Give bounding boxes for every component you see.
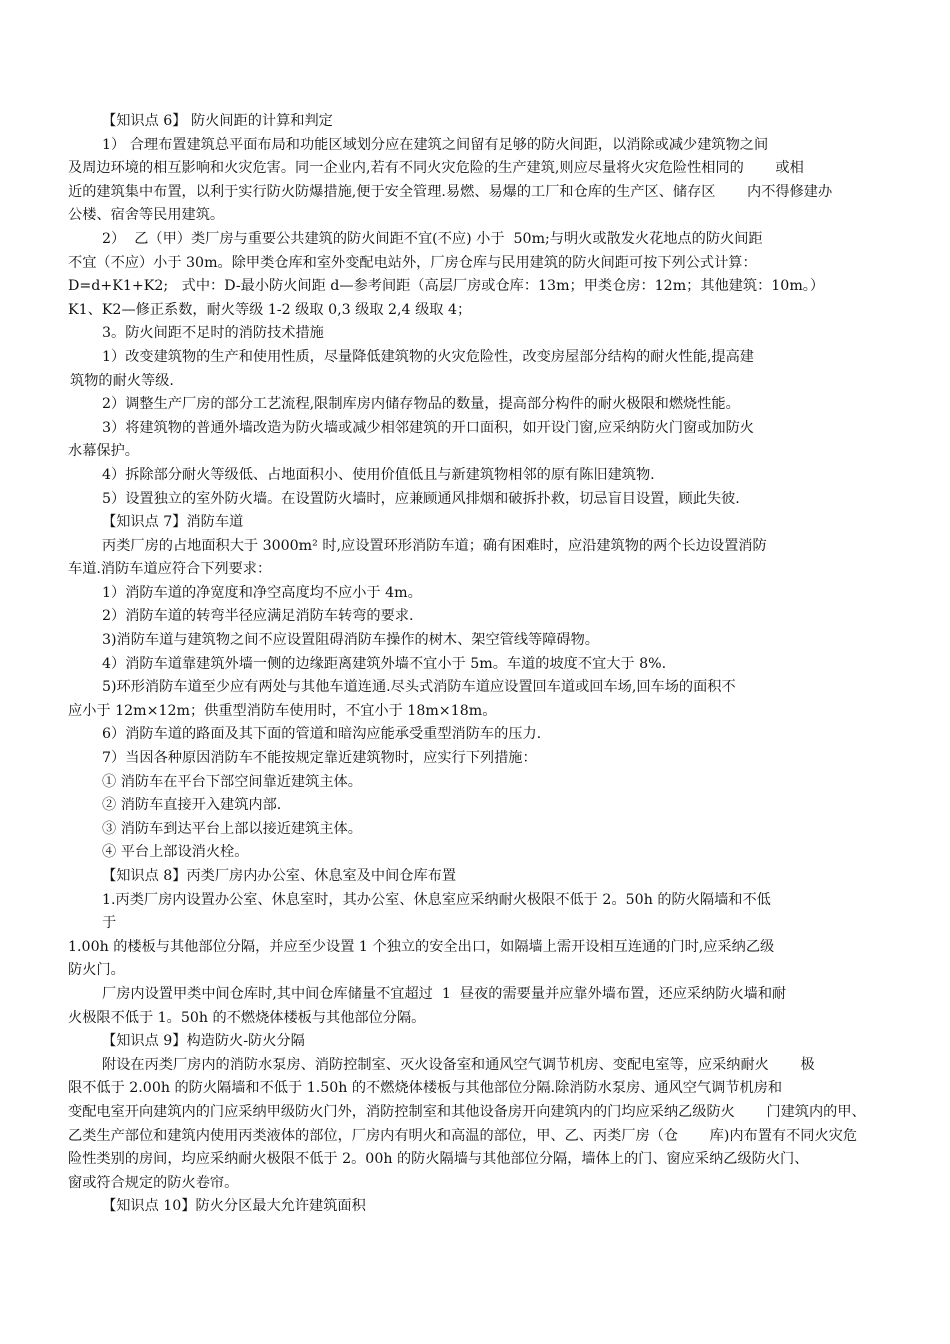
text-line: 2） 乙（甲）类厂房与重要公共建筑的防火间距不宜(不应) 小于 50m;与明火或散发火花地点的防火间距 xyxy=(102,230,763,247)
text-line: 2）调整生产厂房的部分工艺流程,限制库房内储存物品的数量，提高部分构件的耐火极限和燃烧性能。 xyxy=(102,396,740,413)
text-line: 4）拆除部分耐火等级低、占地面积小、使用价值低且与新建筑物相邻的原有陈旧建筑物. xyxy=(102,466,655,483)
text-line: 于 xyxy=(102,915,117,932)
text-line: 【知识点 8】丙类厂房内办公室、休息室及中间仓库布置 xyxy=(102,868,457,884)
text-line: 【知识点 6】 防火间距的计算和判定 xyxy=(102,113,333,129)
text-line: 车道.消防车道应符合下列要求： xyxy=(68,561,272,578)
text-line: 险性类别的房间，均应采纳耐火极限不低于 2。00h 的防火隔墙与其他部位分隔，墙体上的门、窗应采纳乙级防火门、 xyxy=(68,1151,809,1168)
text-line: D=d+K1+K2; 式中：D-最小防火间距 d—参考间距（高层厂房或仓库：13m；甲类仓房：12m；其他建筑：10m。） xyxy=(68,278,825,295)
text-line: 【知识点 10】防火分区最大允许建筑面积 xyxy=(102,1198,366,1215)
text-line: 及周边环境的相互影响和火灾危害。同一企业内,若有不同火灾危险的生产建筑,则应尽量将火灾危险性相同的 或相 xyxy=(68,160,804,177)
text-line: 1）改变建筑物的生产和使用性质，尽量降低建筑物的火灾危险性，改变房屋部分结构的耐火性能,提高建 xyxy=(102,348,754,365)
text-line: 1）消防车道的净宽度和净空高度均不应小于 4m。 xyxy=(102,584,422,601)
text-line: 3)消防车道与建筑物之间不应设置阻碍消防车操作的树木、架空管线等障碍物。 xyxy=(102,632,599,649)
text-line: 水幕保护。 xyxy=(68,443,139,460)
text-line: 厂房内设置甲类中间仓库时,其中间仓库储量不宜超过 1 昼夜的需要量并应靠外墙布置，还应采纳防火墙和耐 xyxy=(102,985,787,1002)
text-line: 变配电室开向建筑内的门应采纳甲级防火门外，消防控制室和其他设备房开向建筑内的门均应采纳乙级防火 门建筑内的甲、 xyxy=(68,1103,866,1120)
text-line: 不宜（不应）小于 30m。除甲类仓库和室外变配电站外，厂房仓库与民用建筑的防火间距可按下列公式计算： xyxy=(68,254,757,271)
text-line: 4）消防车道靠建筑外墙一侧的边缘距离建筑外墙不宜小于 5m。车道的坡度不宜大于 8%. xyxy=(102,655,667,672)
text-line: 公楼、宿舍等民用建筑。 xyxy=(68,207,225,224)
text-line: 2）消防车道的转弯半径应满足消防车转弯的要求. xyxy=(102,608,414,625)
text-line: 3。防火间距不足时的消防技术措施 xyxy=(102,325,324,342)
text-line: 1） 合理布置建筑总平面布局和功能区域划分应在建筑之间留有足够的防火间距，以消除或减少建筑物之间 xyxy=(102,136,769,153)
text-line: 限不低于 2.00h 的防火隔墙和不低于 1.50h 的不燃烧体楼板与其他部位分隔.除消防水泵房、通风空气调节机房和 xyxy=(68,1080,783,1097)
text-line: 5）设置独立的室外防火墙。在设置防火墙时，应兼顾通风排烟和破拆扑救，切忌盲目设置，顾此失彼. xyxy=(102,490,740,507)
text-line: 【知识点 9】构造防火-防火分隔 xyxy=(102,1033,305,1050)
text-line: 7）当因各种原因消防车不能按规定靠近建筑物时，应实行下列措施： xyxy=(102,750,537,767)
text-line: K1、K2—修正系数，耐火等级 1-2 级取 0,3 级取 2,4 级取 4； xyxy=(68,301,472,318)
text-line: 火极限不低于 1。50h 的不燃烧体楼板与其他部位分隔。 xyxy=(68,1009,426,1026)
text-line: 窗或符合规定的防火卷帘。 xyxy=(68,1174,239,1191)
text-line: 筑物的耐火等级. xyxy=(70,372,174,389)
text-line: 5)环形消防车道至少应有两处与其他车道连通.尽头式消防车道应设置回车道或回车场,回车场的面积不 xyxy=(102,679,736,696)
text-line: 【知识点 7】消防车道 xyxy=(102,514,244,531)
text-line: 丙类厂房的占地面积大于 3000m² 时,应设置环形消防车道；确有困难时，应沿建筑物的两个长边设置消防 xyxy=(102,537,767,554)
text-line: ③ 消防车到达平台上部以接近建筑主体。 xyxy=(102,820,362,837)
text-line: 1.00h 的楼板与其他部位分隔，并应至少设置 1 个独立的安全出口，如隔墙上需开设相互连通的门时,应采纳乙级 xyxy=(68,938,775,955)
text-line: 3）将建筑物的普通外墙改造为防火墙或减少相邻建筑的开口面积，如开设门窗,应采纳防火门窗或加防火 xyxy=(102,419,754,436)
text-line: ① 消防车在平台下部空间靠近建筑主体。 xyxy=(102,773,362,790)
document-body xyxy=(68,110,898,1219)
text-line: 防火门。 xyxy=(68,962,125,979)
text-line: 应小于 12m×12m；供重型消防车使用时，不宜小于 18m×18m。 xyxy=(68,702,497,719)
text-line: ④ 平台上部设消火栓。 xyxy=(102,844,249,861)
text-line: 附设在丙类厂房内的消防水泵房、消防控制室、灭火设备室和通风空气调节机房、变配电室等，应采纳耐火 极 xyxy=(102,1056,815,1073)
text-line: 1.丙类厂房内设置办公室、休息室时，其办公室、休息室应采纳耐火极限不低于 2。50h 的防火隔墙和不低 xyxy=(102,891,771,908)
text-line: ② 消防车直接开入建筑内部. xyxy=(102,797,282,814)
text-line: 乙类生产部位和建筑内使用丙类液体的部位，厂房内有明火和高温的部位，甲、乙、丙类厂房（仓 库)内布置有不同火灾危 xyxy=(68,1127,858,1144)
text-line: 6）消防车道的路面及其下面的管道和暗沟应能承受重型消防车的压力. xyxy=(102,726,542,743)
text-line: 近的建筑集中布置，以利于实行防火防爆措施,便于安全管理.易燃、易爆的工厂和仓库的生产区、储存区 内不得修建办 xyxy=(68,183,833,200)
